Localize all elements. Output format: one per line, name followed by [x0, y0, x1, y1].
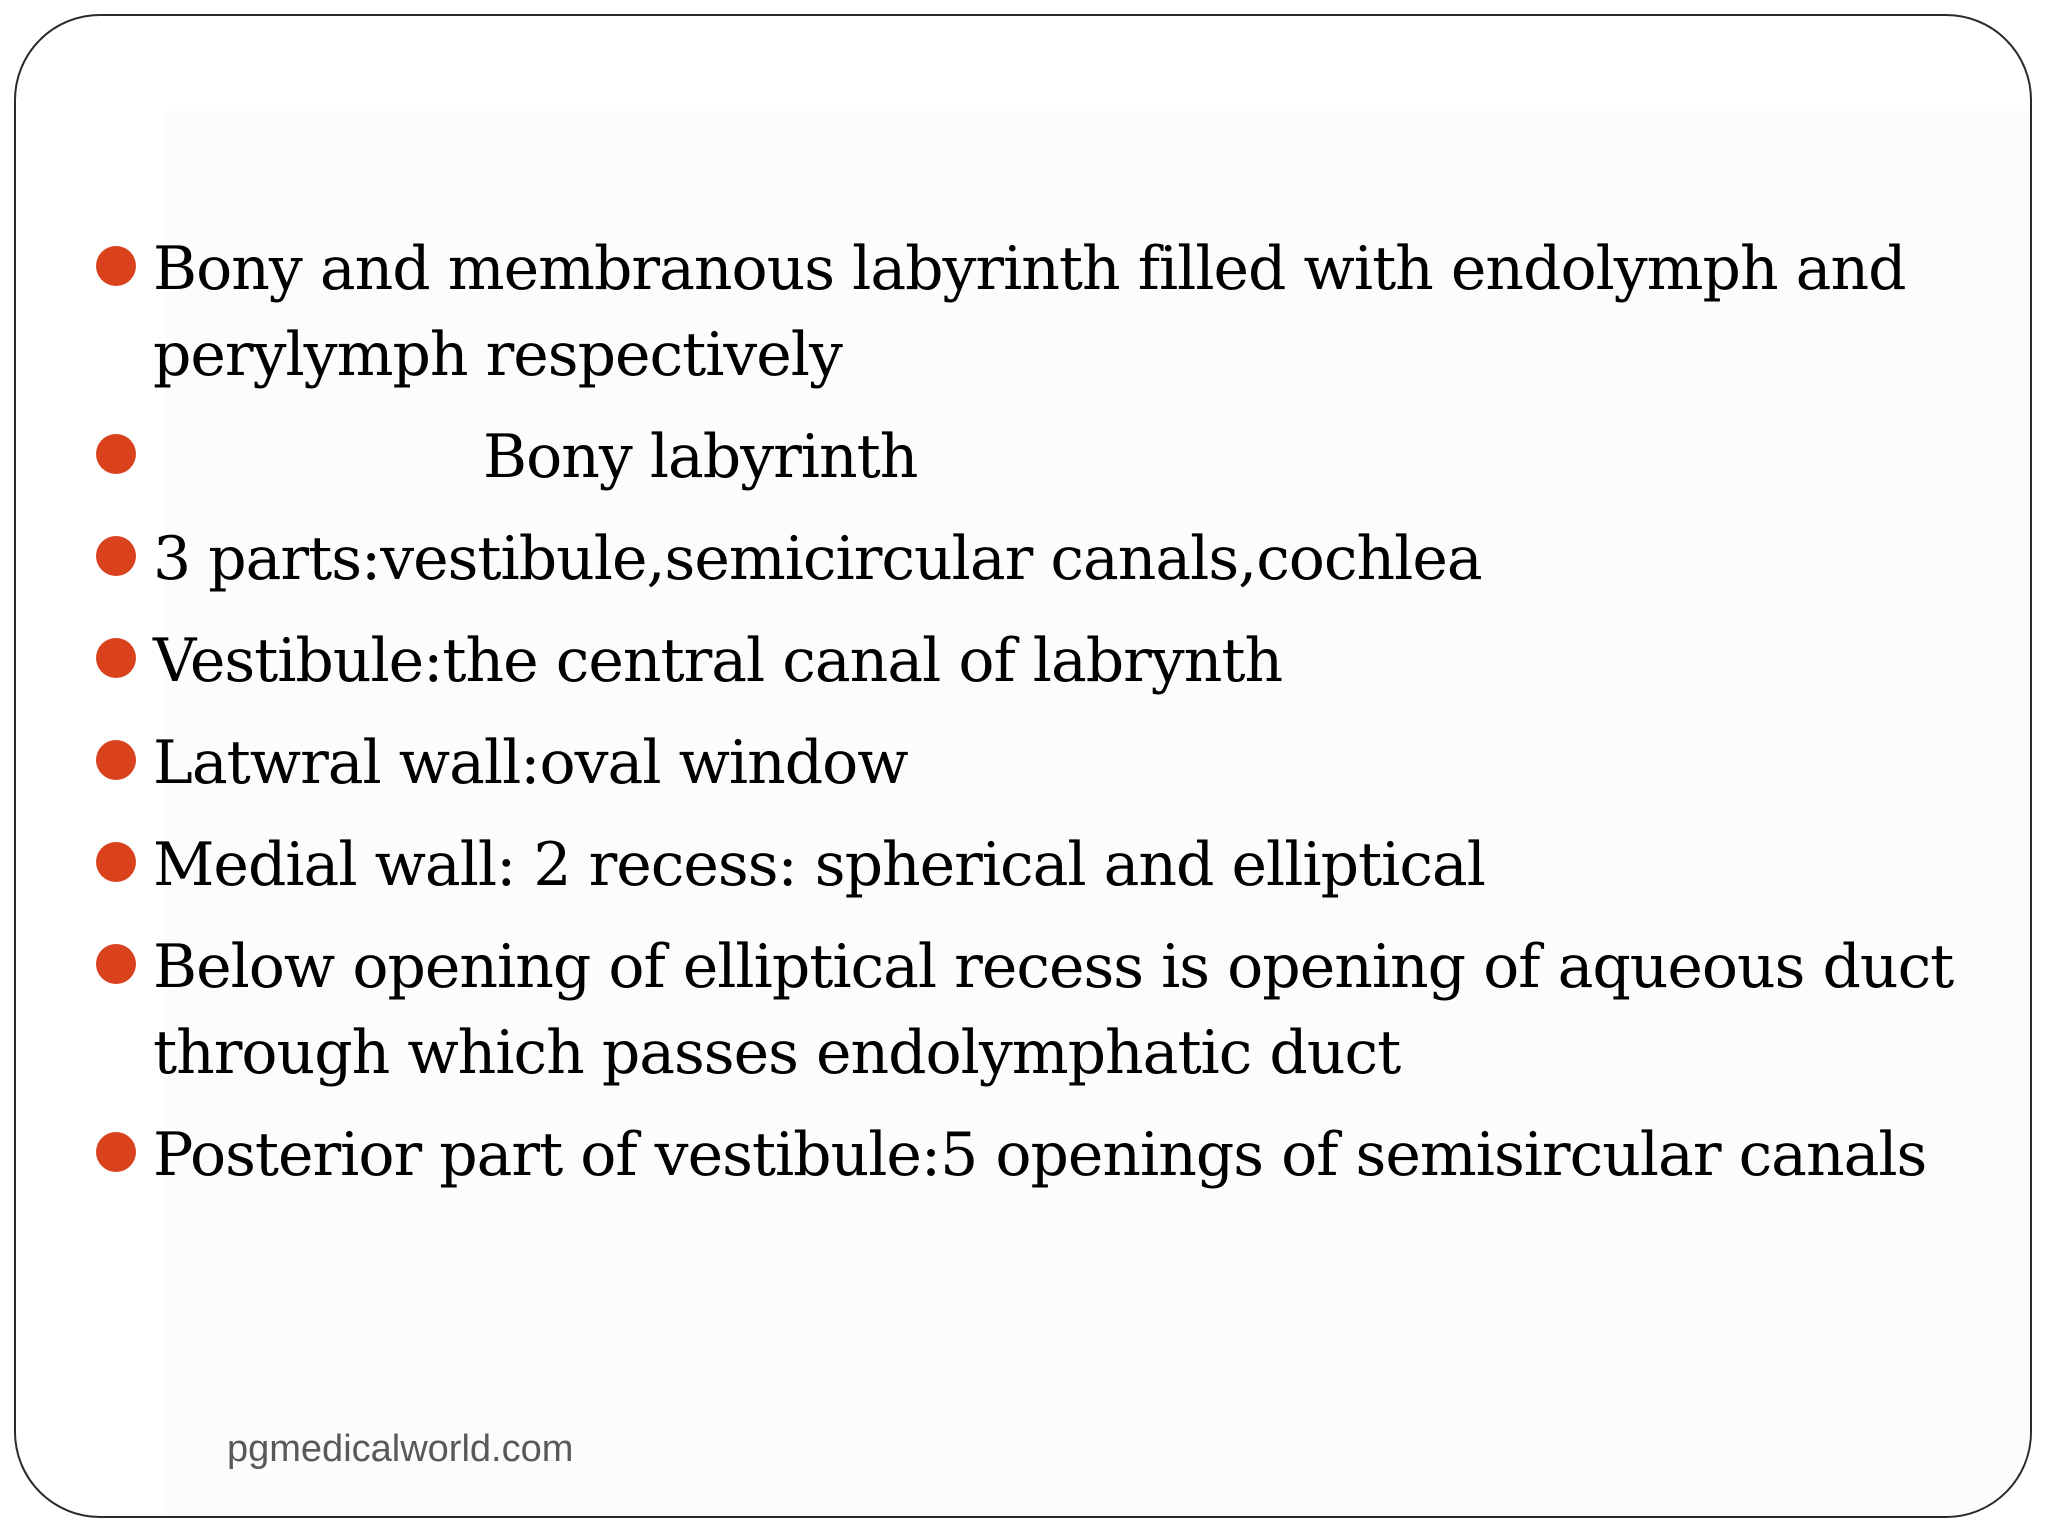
bullet-item [16, 924, 2032, 1096]
bullet-list [16, 226, 2032, 1214]
bullet-dot-icon [96, 1132, 136, 1172]
bullet-text: Vestibule:the central canal of labrynth [153, 626, 1283, 696]
bullet-item [16, 720, 2032, 806]
bullet-text: Posterior part of vestibule:5 openings of semisircular canals [153, 1120, 1927, 1190]
bullet-dot-icon [96, 536, 136, 576]
bullet-item [16, 226, 2032, 398]
bullet-item [16, 618, 2032, 704]
bullet-dot-icon [96, 842, 136, 882]
bullet-item [16, 822, 2032, 908]
bullet-item [16, 1112, 2032, 1198]
bullet-item [16, 414, 2032, 500]
bullet-text: Bony and membranous labyrinth filled with endolymph and perylymph respectively [153, 234, 1906, 390]
bullet-dot-icon [96, 434, 136, 474]
bullet-dot-icon [96, 944, 136, 984]
bullet-item [16, 516, 2032, 602]
bullet-dot-icon [96, 638, 136, 678]
slide-frame [14, 14, 2032, 1518]
bullet-text: 3 parts:vestibule,semicircular canals,cochlea [153, 524, 1482, 594]
bullet-dot-icon [96, 740, 136, 780]
footer-source-text: pgmedicalworld.com [227, 1428, 574, 1470]
bullet-heading-text: Bony labyrinth [483, 422, 918, 492]
bullet-text: Latwral wall:oval window [153, 728, 908, 798]
bullet-text: Below opening of elliptical recess is opening of aqueous duct through which passes endolymphatic duct [153, 932, 1954, 1088]
bullet-dot-icon [96, 246, 136, 286]
bullet-text: Medial wall: 2 recess: spherical and elliptical [153, 830, 1485, 900]
